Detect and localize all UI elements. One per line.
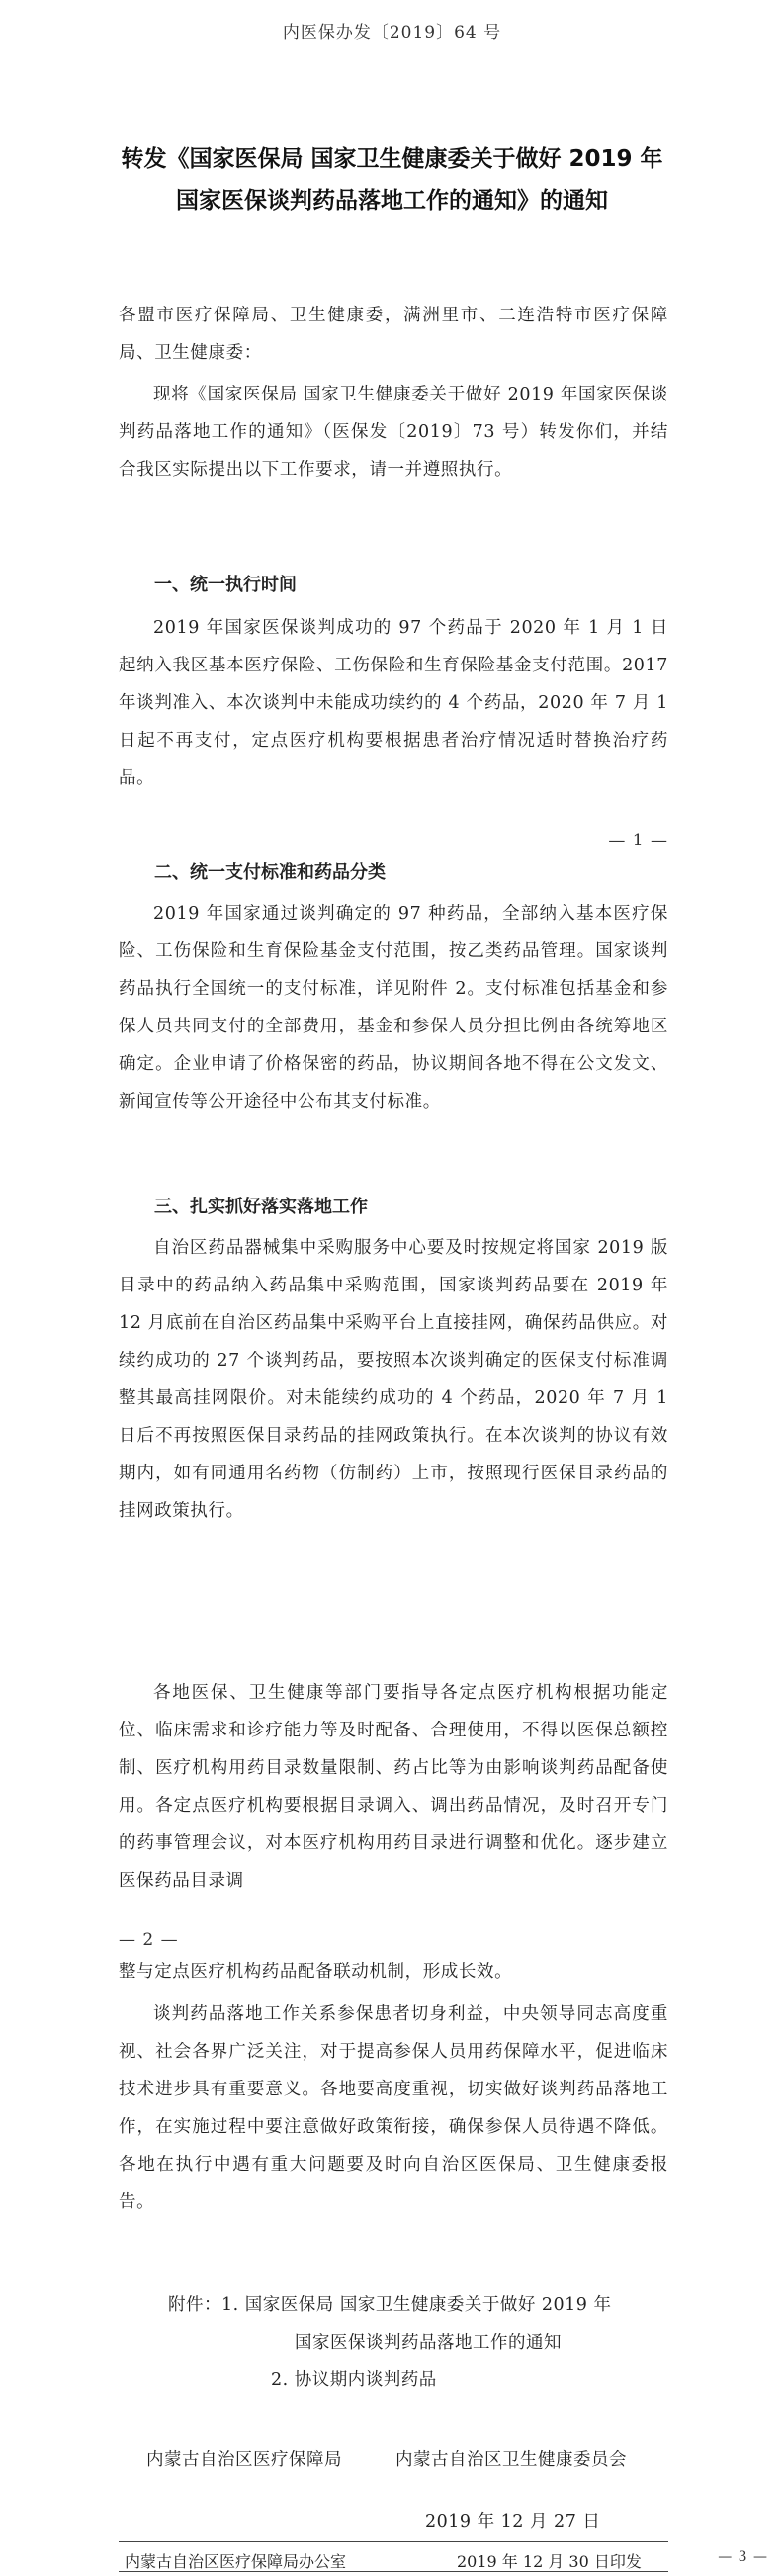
intro-paragraph: 现将《国家医保局 国家卫生健康委关于做好 2019 年国家医保谈判药品落地工作的通知》（医保发〔2019〕73 号）转发你们，并结合我区实际提出以下工作要求，请一并遵照执行。 <box>119 385 668 480</box>
footer-bottom-rule <box>119 2571 668 2572</box>
section-2-heading: 二、统一支付标准和药品分类 <box>154 862 386 883</box>
addressee: 各盟市医疗保障局、卫生健康委，满洲里市、二连浩特市医疗保障局、卫生健康委： <box>119 306 668 363</box>
attachment-2: 2. 协议期内谈判药品 <box>271 2370 437 2390</box>
page-number-1: — 1 — <box>608 831 668 850</box>
title-line-1: 转发《国家医保局 国家卫生健康委关于做好 2019 年 <box>121 146 663 172</box>
section-1-body: 2019 年国家医保谈判成功的 97 个药品于 2020 年 1 月 1 日起纳入我区基本医疗保险、工伤保险和生育保险基金支付范围。2017 年谈判准入、本次谈判中未能成功续约的 4 个药品，2020 年 7 月 1 日起不再支付，定点医疗机构要根据患者治疗情况适时替换治疗药品。 <box>119 618 668 788</box>
section-2-body: 2019 年国家通过谈判确定的 97 种药品，全部纳入基本医疗保险、工伤保险和生育保险基金支付范围，按乙类药品管理。国家谈判药品执行全国统一的支付标准，详见附件 2。支付标准包括基金和参保人员共同支付的全部费用，基金和参保人员分担比例由各统筹地区确定。企业申请了价格保密的药品，协议期间各地不得在公文发文、新闻宣传等公开途径中公布其支付标准。 <box>119 904 668 1111</box>
footer-top-rule <box>119 2541 668 2542</box>
attachments-label: 附件： <box>168 2295 221 2315</box>
section-3-body-1: 自治区药品器械集中采购服务中心要及时按规定将国家 2019 版目录中的药品纳入药品集中采购范围，国家谈判药品要在 2019 年 12 月底前在自治区药品集中采购平台上直接挂网，确保药品供应。对续约成功的 27 个谈判药品，要按照本次谈判确定的医保支付标准调整其最高挂网限价。对未能续约成功的 4 个药品，2020 年 7 月 1 日后不再按照医保目录药品的挂网政策执行。在本次谈判的协议有效期内，如有同通用名药物（仿制药）上市，按照现行医保目录药品的挂网政策执行。 <box>119 1238 668 1521</box>
section-3-body-2: 各地医保、卫生健康等部门要指导各定点医疗机构根据功能定位、临床需求和诊疗能力等及时配备、合理使用，不得以医保总额控制、医疗机构用药目录数量限制、药占比等为由影响谈判药品配备使用。各定点医疗机构要根据目录调入、调出药品情况，及时召开专门的药事管理会议，对本医疗机构用药目录进行调整和优化。逐步建立医保药品目录调 <box>119 1683 668 1891</box>
continuation-paragraph: 整与定点医疗机构药品配备联动机制，形成长效。 <box>119 1962 513 1982</box>
attachment-1-continued: 国家医保谈判药品落地工作的通知 <box>295 2333 562 2353</box>
signature-date: 2019 年 12 月 27 日 <box>425 2512 601 2532</box>
document-title <box>0 138 784 222</box>
footer-issuer: 内蒙古自治区医疗保障局办公室 <box>125 2552 347 2571</box>
signature-org-2: 内蒙古自治区卫生健康委员会 <box>395 2450 627 2470</box>
closing-paragraph: 谈判药品落地工作关系参保患者切身利益，中央领导同志高度重视、社会各界广泛关注，对于提高参保人员用药保障水平，促进临床技术进步具有重要意义。各地要高度重视，切实做好谈判药品落地工作，在实施过程中要注意做好政策衔接，确保参保人员待遇不降低。各地在执行中遇有重大问题要及时向自治区医保局、卫生健康委报告。 <box>119 2004 668 2212</box>
section-3-heading: 三、扎实抓好落实落地工作 <box>154 1197 368 1217</box>
page-number-3: — 3 — <box>718 2549 768 2565</box>
signature-org-1: 内蒙古自治区医疗保障局 <box>146 2450 342 2470</box>
title-line-2: 国家医保谈判药品落地工作的通知》的通知 <box>176 188 608 214</box>
section-1-heading: 一、统一执行时间 <box>154 575 297 595</box>
document-number: 内医保办发〔2019〕64 号 <box>282 23 502 43</box>
page-number-2: — 2 — <box>119 1930 179 1950</box>
attachments <box>168 2286 682 2399</box>
attachment-1: 1. 国家医保局 国家卫生健康委关于做好 2019 年 <box>221 2295 612 2315</box>
footer-print-date: 2019 年 12 月 30 日印发 <box>457 2552 642 2571</box>
